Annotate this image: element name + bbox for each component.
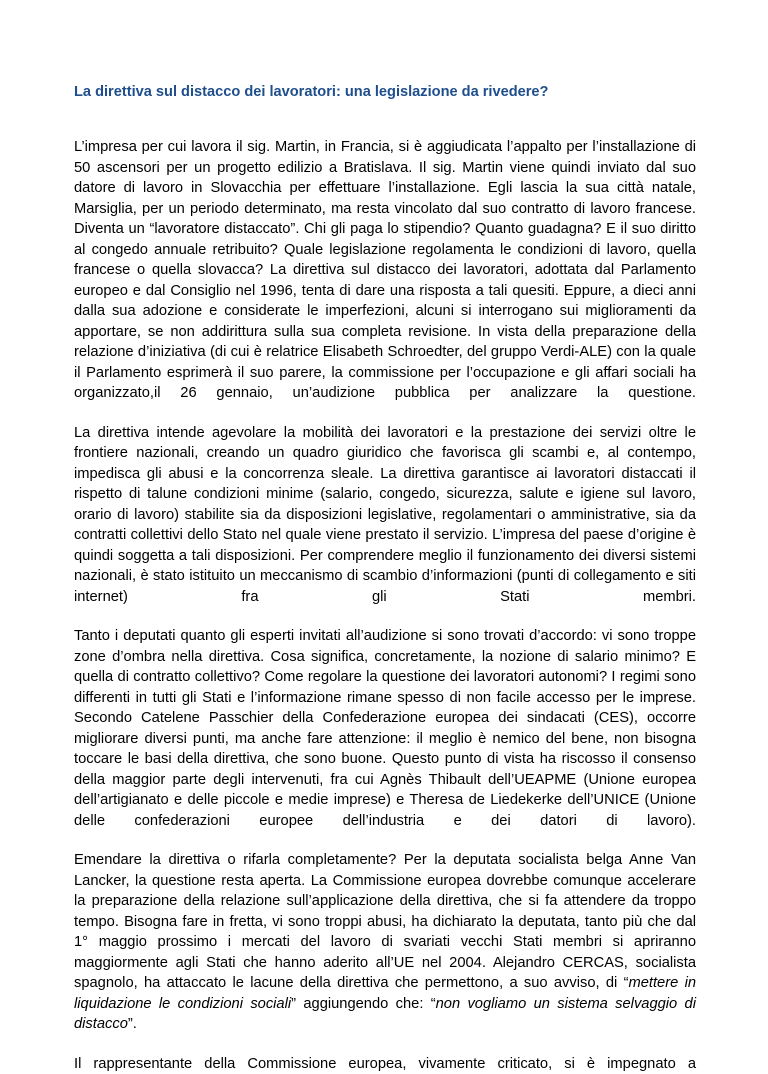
quote: non vogliamo un sistema selvaggio di distacco: [74, 996, 696, 1033]
paragraph: La direttiva intende agevolare la mobilità dei lavoratori e la prestazione dei servizi oltre le frontiere nazionali, creando un quadro giuridico che favorisca gli scambi e, al contempo, impedisca gli abusi e la concorrenza sleale. La direttiva garantisce ai lavoratori distaccati il rispetto di talune condizioni minime (salario, congedo, sicurezza, salute e igiene sul lavoro, orario di lavoro) stabilite sia da disposizioni legislative, regolamentari o amministrative, sia da contratti collettivi dello Stato nel quale viene prestato il servizio. L’impresa del paese d’origine è quindi soggetta a tali disposizioni. Per comprendere meglio il funzionamento dei diversi sistemi nazionali, è stato istituito un meccanismo di scambio d’informazioni (punti di collegamento e siti internet) fra gli Stati membri.: [74, 423, 696, 608]
paragraph: L’impresa per cui lavora il sig. Martin, in Francia, si è aggiudicata l’appalto per l’installazione di 50 ascensori per un progetto edilizio a Bratislava. Il sig. Martin viene quindi inviato dal suo datore di lavoro in Slovacchia per effettuare l’installazione. Egli lascia la sua città natale, Marsiglia, per un periodo determinato, ma resta vincolato dal suo contratto di lavoro francese. Diventa un “lavoratore distaccato”. Chi gli paga lo stipendio? Quanto guadagna? E il suo diritto al congedo annuale retribuito? Quale legislazione regolamenta le condizioni di lavoro, quella francese o quella slovacca? La direttiva sul distacco dei lavoratori, adottata dal Parlamento europeo e dal Consiglio nel 1996, tenta di dare una risposta a tali quesiti. Eppure, a dieci anni dalla sua adozione e considerate le imperfezioni, alcuni si interrogano sui miglioramenti da apportare, se non addirittura sulla sua completa revisione. In vista della preparazione della relazione d’iniziativa (di cui è relatrice Elisabeth Schroedter, del gruppo Verdi-ALE) con la quale il Parlamento esprimerà il suo parere, la commissione per l’occupazione e gli affari sociali ha organizzato,il 26 gennaio, un’audizione pubblica per analizzare la questione.: [74, 137, 696, 404]
paragraph: Tanto i deputati quanto gli esperti invitati all’audizione si sono trovati d’accordo: vi sono troppe zone d’ombra nella direttiva. Cosa significa, concretamente, la nozione di salario minimo? E quella di contratto collettivo? Come regolare la questione dei lavoratori autonomi? I regimi sono differenti in tutti gli Stati e l’informazione rimane spesso di non facile accesso per le imprese. Secondo Catelene Passchier della Confederazione europea dei sindacati (CES), occorre migliorare diversi punti, ma anche fare attenzione: il meglio è nemico del bene, non bisogna toccare le basi della direttiva, che sono buone. Questo punto di vista ha riscosso il consenso della maggior parte degli intervenuti, fra cui Agnès Thibault dell’UEAPME (Unione europea dell’artigianato e delle piccole e medie imprese) e Theresa de Liedekerke dell’UNICE (Unione delle confederazioni europee dell’industria e dei datori di lavoro).: [74, 626, 696, 831]
paragraph: [74, 850, 696, 1035]
paragraph-text: ” aggiungendo che: “: [291, 996, 435, 1012]
document-title: La direttiva sul distacco dei lavoratori: una legislazione da rivedere?: [74, 82, 696, 102]
quote: mettere in liquidazione le condizioni sociali: [74, 975, 696, 1012]
paragraph: Il rappresentante della Commissione europea, vivamente criticato, si è impegnato a: [74, 1054, 696, 1074]
paragraph-text: ”.: [128, 1016, 137, 1032]
document-body: [74, 82, 696, 1074]
paragraph-text: Emendare la direttiva o rifarla completamente? Per la deputata socialista belga Anne Van Lancker, la questione resta aperta. La Commissione europea dovrebbe comunque accelerare la preparazione della relazione sull’applicazione della direttiva, che si fa attendere da troppo tempo. Bisogna fare in fretta, vi sono troppi abusi, ha dichiarato la deputata, tanto più che dal 1° maggio prossimo i mercati del lavoro di svariati vecchi Stati membri si apriranno maggiormente agli Stati che hanno aderito all’UE nel 2004. Alejandro CERCAS, socialista spagnolo, ha attaccato le lacune della direttiva che permettono, a suo avviso, di “: [74, 852, 696, 991]
